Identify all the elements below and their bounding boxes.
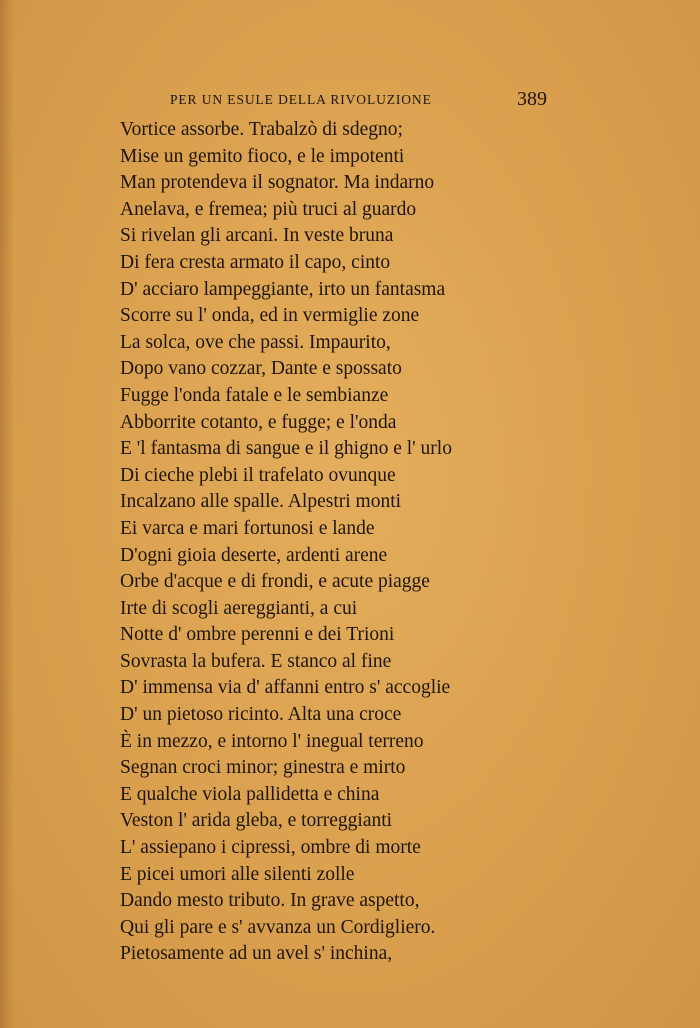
verse-line: Pietosamente ad un avel s' inchina, bbox=[120, 943, 393, 965]
verse-line: Di fera cresta armato il capo, cinto bbox=[120, 251, 391, 273]
verse-line: Orbe d'acque e di frondi, e acute piagge bbox=[120, 571, 430, 593]
verse-line: Dopo vano cozzar, Dante e spossato bbox=[120, 358, 402, 380]
verse-line: Si rivelan gli arcani. In veste bruna bbox=[120, 225, 394, 247]
verse-line: Veston l' arida gleba, e torreggianti bbox=[120, 810, 393, 832]
verse-line: D' un pietoso ricinto. Alta una croce bbox=[120, 704, 402, 726]
poem-text bbox=[120, 117, 540, 968]
verse-line: Fugge l'onda fatale e le sembianze bbox=[120, 384, 389, 406]
verse-line: Qui gli pare e s' avvanza un Cordigliero. bbox=[120, 916, 436, 938]
verse-line: La solca, ove che passi. Impaurito, bbox=[120, 331, 391, 353]
page-edge-shadow bbox=[0, 0, 14, 1028]
verse-line: Scorre su l' onda, ed in vermiglie zone bbox=[120, 305, 420, 327]
verse-line: Irte di scogli aereggianti, a cui bbox=[120, 597, 358, 619]
verse-line: Dando mesto tributo. In grave aspetto, bbox=[120, 890, 420, 912]
verse-line: Segnan croci minor; ginestra e mirto bbox=[120, 757, 406, 779]
verse-line: Abborrite cotanto, e fugge; e l'onda bbox=[120, 411, 397, 433]
verse-line: D' acciaro lampeggiante, irto un fantasma bbox=[120, 278, 446, 300]
verse-line: Incalzano alle spalle. Alpestri monti bbox=[120, 491, 402, 513]
verse-line: L' assiepano i cipressi, ombre di morte bbox=[120, 837, 421, 859]
verse-line: D' immensa via d' affanni entro s' accoglie bbox=[120, 677, 451, 699]
verse-line: Sovrasta la bufera. E stanco al fine bbox=[120, 650, 392, 672]
verse-line: Vortice assorbe. Trabalzò di sdegno; bbox=[120, 119, 403, 140]
verse-line: È in mezzo, e intorno l' inegual terreno bbox=[120, 730, 424, 752]
verse-line: Di cieche plebi il trafelato ovunque bbox=[120, 464, 396, 486]
verse-line: Notte d' ombre perenni e dei Trioni bbox=[120, 624, 395, 646]
running-title: PER UN ESULE DELLA RIVOLUZIONE bbox=[170, 92, 432, 107]
verse-line: E qualche viola pallidetta e china bbox=[120, 783, 380, 805]
verse-line: Anelava, e fremea; più truci al guardo bbox=[120, 198, 417, 220]
verse-line: Man protendeva il sognator. Ma indarno bbox=[120, 172, 435, 194]
verse-line: E 'l fantasma di sangue e il ghigno e l' urlo bbox=[120, 438, 452, 460]
verse-line: Ei varca e mari fortunosi e lande bbox=[120, 517, 375, 539]
page-header bbox=[0, 88, 700, 112]
verse-line: D'ogni gioia deserte, ardenti arene bbox=[120, 544, 388, 566]
verse-line: Mise un gemito fioco, e le impotenti bbox=[120, 145, 405, 167]
verse-line: E picei umori alle silenti zolle bbox=[120, 863, 355, 885]
page-number: 389 bbox=[517, 88, 547, 110]
